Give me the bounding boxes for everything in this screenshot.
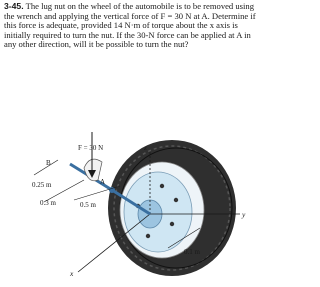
point-b-label: B — [46, 159, 51, 167]
dim-025-label: 0.25 m — [32, 181, 52, 189]
wheel-rim — [120, 162, 204, 258]
problem-text: The lug nut on the wheel of the automobile is to be removed using the wrench and applying the vertical force of F = 30 N at A. Determine if this force is adequate, provided 14 N·m of torque about the x axis is initially required to turn the nut. If the 30-N force can be applied at A in any other direction, will it be possible to turn the nut? — [4, 1, 256, 50]
dim-01-label: 0.1 m — [184, 248, 200, 256]
axis-x-label: x — [70, 269, 74, 278]
dim-05-label: 0.5 m — [80, 201, 96, 209]
dim-03-label: 0.3 m — [40, 199, 56, 207]
axis-y-label: y — [242, 210, 246, 219]
force-arrow — [84, 132, 102, 181]
axis-z-label: z — [144, 143, 147, 152]
problem-number: 3-45. — [4, 1, 24, 11]
point-a-label: A — [100, 178, 106, 186]
force-label: F = 30 N — [78, 144, 104, 152]
